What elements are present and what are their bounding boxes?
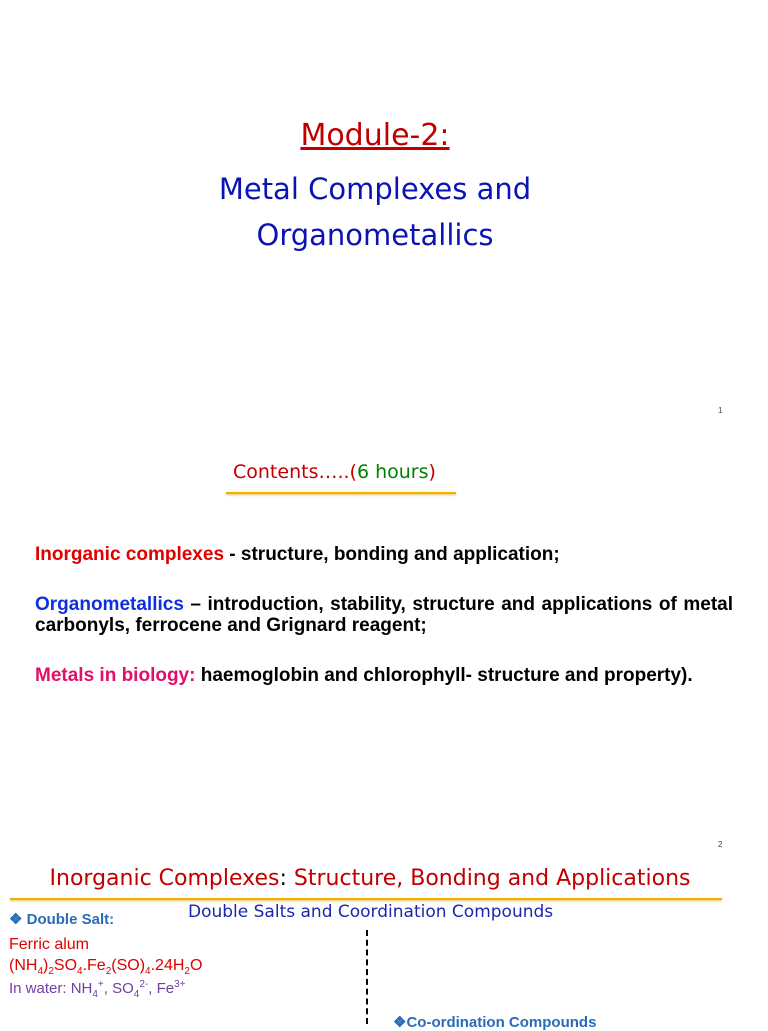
module-title	[0, 166, 750, 258]
contents-hours: 6 hours	[356, 461, 429, 483]
formula-sub: 4	[145, 966, 151, 978]
slide3-title-colon: :	[279, 866, 287, 891]
water-sup: 3+	[174, 979, 186, 990]
contents-item-organometallics	[35, 594, 733, 636]
slide-number-1: 1	[718, 406, 723, 415]
slide3-title-underline	[10, 898, 722, 900]
formula-part: (SO)	[111, 957, 146, 974]
water-part: , SO	[103, 980, 134, 997]
contents-item-inorganic	[35, 544, 733, 565]
slide-number-2: 2	[718, 840, 723, 849]
column-divider	[366, 930, 368, 1024]
water-sup: +	[97, 979, 104, 990]
contents-underline	[226, 492, 456, 494]
formula-sub: 4	[37, 966, 43, 978]
water-sub: 4	[133, 989, 140, 1000]
item3-text: haemoglobin and chlorophyll- structure and property).	[195, 665, 693, 686]
in-water-ions	[9, 979, 186, 1000]
slide3-subtitle: Double Salts and Coordination Compounds	[188, 902, 554, 922]
contents-item-biology	[35, 665, 733, 686]
module-heading: Module-2:	[300, 118, 450, 153]
ferric-alum-label: Ferric alum	[9, 936, 90, 953]
formula-part: .Fe	[82, 957, 106, 974]
formula-part: SO	[53, 957, 78, 974]
formula-part: (NH	[9, 957, 38, 974]
water-part: In water: NH	[9, 980, 93, 997]
item3-head: Metals in biology:	[35, 665, 196, 686]
water-sup: 2-	[139, 979, 149, 990]
slide3-title-part1: Inorganic Complexes	[49, 866, 280, 891]
water-part: , Fe	[148, 980, 175, 997]
item2-head: Organometallics	[35, 594, 184, 615]
module-title-line2: Organometallics	[256, 218, 494, 252]
item1-head: Inorganic complexes	[35, 544, 225, 565]
item1-text: - structure, bonding and application;	[224, 544, 560, 565]
slide3-title-part2: Structure, Bonding and Applications	[286, 866, 691, 891]
contents-suffix: )	[428, 461, 436, 483]
item2-text: – introduction, stability, structure and applications of metal carbonyls, ferrocene and Grignard reagent;	[35, 594, 733, 636]
formula-part: )	[43, 957, 49, 974]
formula-sub: 2	[48, 966, 54, 978]
double-salt-label: ❖ Double Salt:	[9, 911, 115, 928]
contents-prefix: Contents…..(	[233, 461, 357, 483]
formula-part: .24H	[150, 957, 185, 974]
formula-sub: 4	[77, 966, 83, 978]
formula-sub: 2	[184, 966, 190, 978]
formula-sub: 2	[105, 966, 112, 978]
water-sub: 4	[92, 989, 98, 1000]
slide3-title	[0, 866, 740, 891]
formula-part: O	[189, 957, 203, 974]
contents-heading	[233, 461, 436, 483]
coordination-compounds-label: ❖Co-ordination Compounds	[393, 1014, 597, 1031]
module-title-line1: Metal Complexes and	[218, 172, 532, 206]
